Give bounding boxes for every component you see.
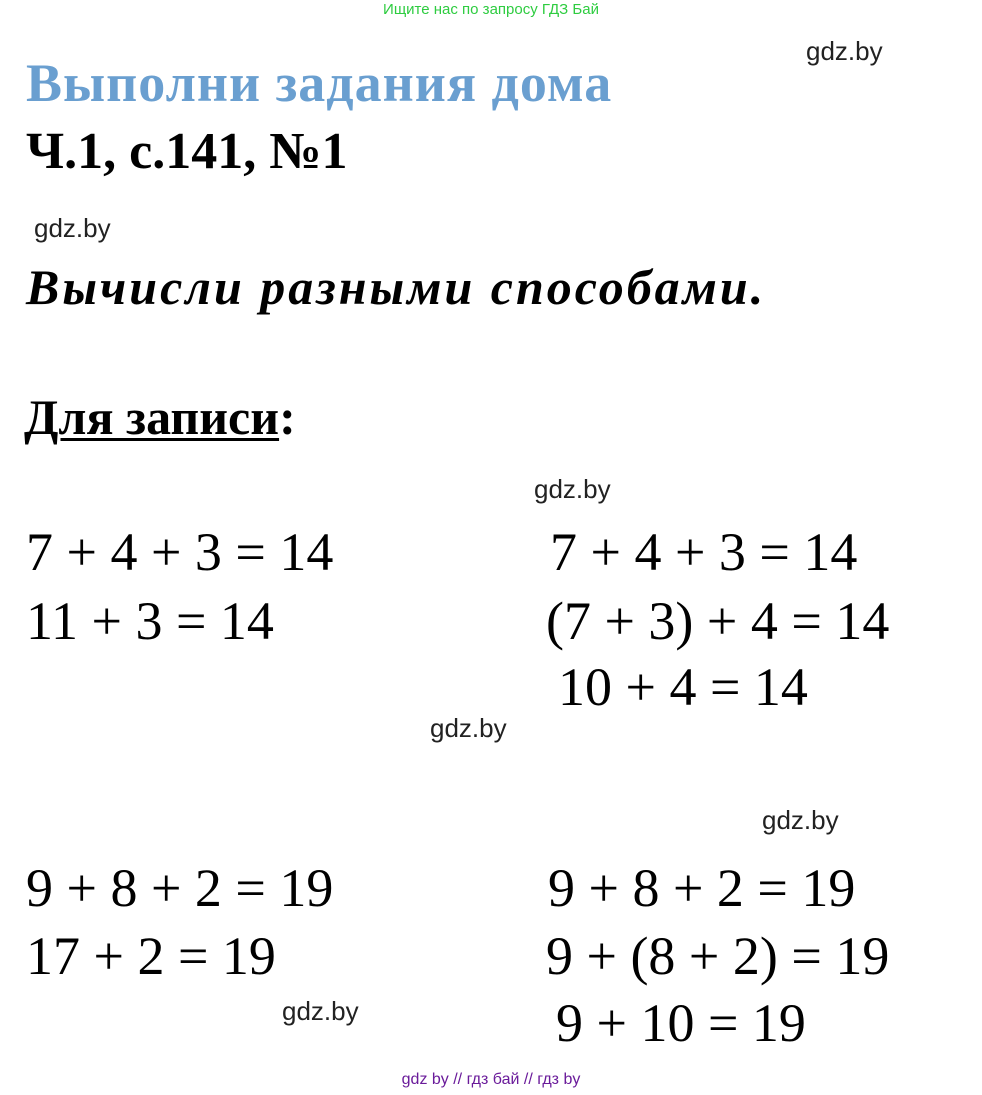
watermark-4: gdz.by	[430, 713, 507, 743]
watermark-5: gdz.by	[762, 805, 839, 835]
watermark-6: gdz.by	[282, 996, 359, 1026]
equation-g2-left-2: 17 + 2 = 19	[26, 926, 276, 986]
equation-g2-right-2: 9 + (8 + 2) = 19	[546, 926, 890, 986]
exercise-reference: Ч.1, с.141, №1	[26, 123, 348, 180]
equation-g2-left-1: 9 + 8 + 2 = 19	[26, 858, 334, 918]
equation-g1-left-2: 11 + 3 = 14	[26, 591, 274, 651]
watermark-3: gdz.by	[534, 474, 611, 504]
record-colon: :	[279, 389, 296, 445]
record-label: Для записи	[24, 389, 280, 445]
record-heading	[24, 388, 296, 446]
equation-g2-right-1: 9 + 8 + 2 = 19	[548, 858, 856, 918]
equation-g1-right-2: (7 + 3) + 4 = 14	[546, 591, 890, 651]
page-title: Выполни задания дома	[26, 53, 613, 113]
footer-links[interactable]: gdz by // гдз бай // гдз by	[401, 1071, 581, 1088]
equation-g2-right-3: 9 + 10 = 19	[556, 993, 806, 1053]
equation-g1-right-3: 10 + 4 = 14	[558, 657, 808, 717]
equation-g1-right-1: 7 + 4 + 3 = 14	[550, 522, 858, 582]
watermark-2: gdz.by	[34, 213, 111, 243]
equation-g1-left-1: 7 + 4 + 3 = 14	[26, 522, 334, 582]
task-text: Вычисли разными способами.	[26, 259, 767, 315]
watermark-1: gdz.by	[806, 36, 883, 66]
top-note: Ищите нас по запросу ГДЗ Бай	[383, 1, 599, 18]
